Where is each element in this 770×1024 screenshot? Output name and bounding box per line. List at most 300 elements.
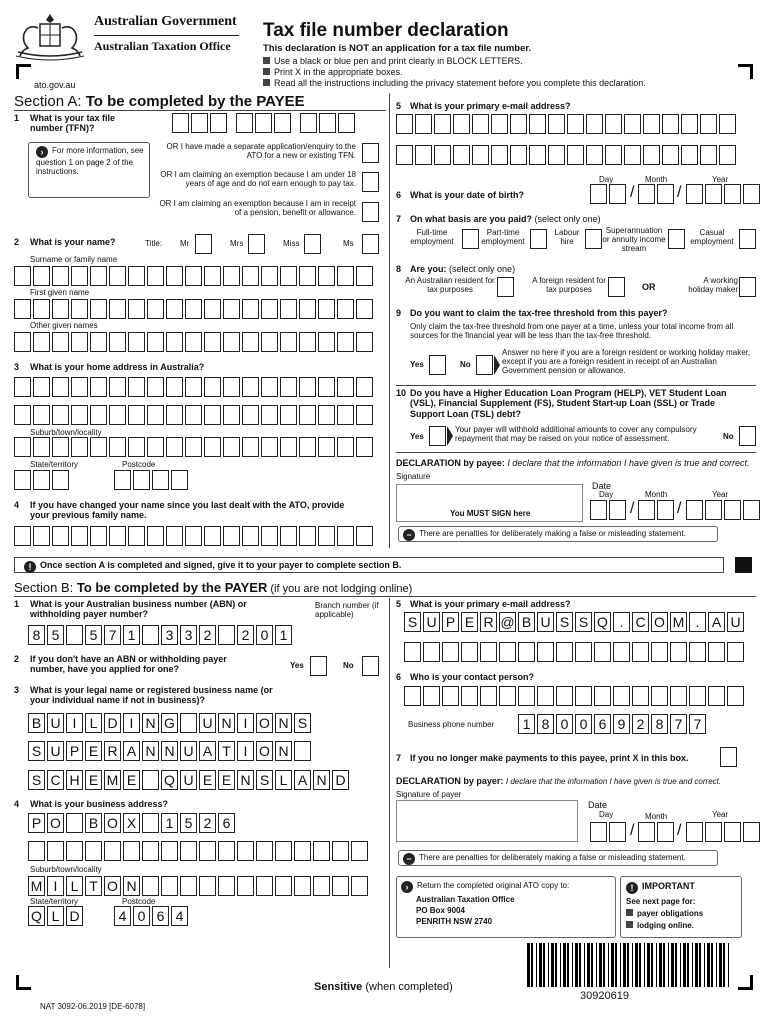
state-boxes[interactable] [14, 470, 71, 490]
char-box[interactable]: 5 [85, 625, 102, 645]
char-box[interactable] [223, 405, 240, 425]
char-box[interactable] [33, 332, 50, 352]
char-box[interactable] [33, 299, 50, 319]
char-box[interactable] [223, 266, 240, 286]
char-box[interactable] [727, 686, 744, 706]
payer-signature-field[interactable] [396, 800, 578, 842]
postcode-boxes[interactable] [114, 470, 190, 490]
char-box[interactable] [638, 500, 655, 520]
char-box[interactable] [275, 876, 292, 896]
char-box[interactable] [171, 470, 188, 490]
char-box[interactable] [152, 470, 169, 490]
char-box[interactable] [662, 145, 679, 165]
or-option-1-box[interactable] [362, 143, 379, 163]
char-box[interactable] [609, 500, 626, 520]
char-box[interactable] [218, 876, 235, 896]
char-box[interactable] [256, 841, 273, 861]
surname-boxes[interactable] [14, 266, 375, 286]
char-box[interactable] [256, 876, 273, 896]
char-box[interactable] [147, 299, 164, 319]
char-box[interactable] [724, 184, 741, 204]
char-box[interactable]: 4 [114, 906, 131, 926]
char-box[interactable]: 6 [218, 813, 235, 833]
char-box[interactable]: O [104, 813, 121, 833]
char-box[interactable] [218, 625, 235, 645]
sig-month-boxes[interactable] [638, 500, 676, 520]
char-box[interactable] [204, 405, 221, 425]
char-box[interactable] [66, 625, 83, 645]
char-box[interactable] [204, 377, 221, 397]
char-box[interactable] [142, 770, 159, 790]
char-box[interactable] [261, 405, 278, 425]
title-mrs-box[interactable] [248, 234, 265, 254]
char-box[interactable] [318, 377, 335, 397]
business-suburb[interactable] [28, 876, 370, 896]
char-box[interactable]: 2 [199, 625, 216, 645]
char-box[interactable] [71, 266, 88, 286]
char-box[interactable]: L [85, 713, 102, 733]
char-box[interactable] [681, 145, 698, 165]
pay-parttime-box[interactable] [530, 229, 547, 249]
char-box[interactable] [461, 642, 478, 662]
title-mr-box[interactable] [195, 234, 212, 254]
char-box[interactable] [33, 437, 50, 457]
char-box[interactable] [242, 437, 259, 457]
char-box[interactable] [294, 841, 311, 861]
char-box[interactable]: E [85, 770, 102, 790]
char-box[interactable] [681, 114, 698, 134]
pay-super-box[interactable] [668, 229, 685, 249]
business-postcode[interactable] [114, 906, 190, 926]
char-box[interactable] [351, 841, 368, 861]
char-box[interactable] [299, 526, 316, 546]
char-box[interactable]: D [104, 713, 121, 733]
other-names-boxes[interactable] [14, 332, 375, 352]
char-box[interactable] [453, 145, 470, 165]
char-box[interactable]: 1 [518, 714, 535, 734]
char-box[interactable]: Q [594, 612, 611, 632]
previous-name-boxes[interactable] [14, 526, 375, 546]
no-longer-paying-box[interactable] [720, 747, 737, 767]
q9-no-box[interactable] [476, 355, 493, 375]
char-box[interactable]: 0 [556, 714, 573, 734]
char-box[interactable] [689, 686, 706, 706]
char-box[interactable] [638, 184, 655, 204]
char-box[interactable] [275, 841, 292, 861]
char-box[interactable]: I [237, 713, 254, 733]
char-box[interactable]: . [689, 612, 706, 632]
business-state[interactable] [28, 906, 85, 926]
char-box[interactable] [442, 686, 459, 706]
char-box[interactable] [609, 184, 626, 204]
char-box[interactable] [743, 500, 760, 520]
business-address-line-1[interactable] [28, 813, 237, 833]
char-box[interactable] [510, 114, 527, 134]
char-box[interactable] [14, 377, 31, 397]
char-box[interactable] [261, 332, 278, 352]
char-box[interactable] [204, 266, 221, 286]
char-box[interactable] [185, 526, 202, 546]
char-box[interactable] [166, 526, 183, 546]
char-box[interactable] [586, 145, 603, 165]
char-box[interactable] [85, 841, 102, 861]
char-box[interactable] [71, 299, 88, 319]
char-box[interactable] [657, 822, 674, 842]
char-box[interactable] [575, 686, 592, 706]
char-box[interactable] [499, 642, 516, 662]
char-box[interactable] [128, 299, 145, 319]
char-box[interactable]: N [275, 741, 292, 761]
payer-year-boxes[interactable] [686, 822, 762, 842]
char-box[interactable]: X [123, 813, 140, 833]
char-box[interactable]: S [575, 612, 592, 632]
char-box[interactable] [180, 876, 197, 896]
char-box[interactable]: D [332, 770, 349, 790]
char-box[interactable]: O [256, 713, 273, 733]
char-box[interactable] [142, 625, 159, 645]
char-box[interactable] [261, 299, 278, 319]
char-box[interactable] [199, 841, 216, 861]
char-box[interactable] [66, 813, 83, 833]
business-name-line-2[interactable] [28, 741, 313, 761]
char-box[interactable] [223, 526, 240, 546]
char-box[interactable] [185, 377, 202, 397]
char-box[interactable] [590, 822, 607, 842]
char-box[interactable]: U [180, 770, 197, 790]
char-box[interactable] [423, 686, 440, 706]
payer-email-line-2[interactable] [404, 642, 746, 662]
payer-day-boxes[interactable] [590, 822, 628, 842]
char-box[interactable]: 7 [104, 625, 121, 645]
char-box[interactable] [670, 642, 687, 662]
q10-yes-box[interactable] [429, 426, 446, 446]
char-box[interactable] [491, 145, 508, 165]
char-box[interactable] [147, 332, 164, 352]
char-box[interactable] [396, 145, 413, 165]
char-box[interactable]: Q [161, 770, 178, 790]
char-box[interactable] [123, 841, 140, 861]
char-box[interactable] [52, 299, 69, 319]
char-box[interactable] [299, 266, 316, 286]
char-box[interactable] [280, 405, 297, 425]
char-box[interactable] [128, 526, 145, 546]
char-box[interactable] [104, 841, 121, 861]
char-box[interactable] [404, 686, 421, 706]
phone-boxes[interactable] [518, 714, 708, 734]
payer-email-line-1[interactable] [404, 612, 746, 632]
char-box[interactable] [294, 876, 311, 896]
char-box[interactable] [166, 377, 183, 397]
char-box[interactable] [237, 876, 254, 896]
char-box[interactable] [643, 114, 660, 134]
char-box[interactable]: 1 [161, 813, 178, 833]
char-box[interactable] [705, 184, 722, 204]
char-box[interactable]: E [461, 612, 478, 632]
char-box[interactable]: P [66, 741, 83, 761]
resident-box[interactable] [497, 277, 514, 297]
char-box[interactable] [518, 686, 535, 706]
char-box[interactable] [280, 332, 297, 352]
q10-no-box[interactable] [739, 426, 756, 446]
char-box[interactable] [708, 686, 725, 706]
char-box[interactable] [109, 405, 126, 425]
char-box[interactable]: A [294, 770, 311, 790]
char-box[interactable] [147, 437, 164, 457]
address-line-2-boxes[interactable] [14, 405, 375, 425]
pay-casual-box[interactable] [739, 229, 756, 249]
char-box[interactable]: A [199, 741, 216, 761]
char-box[interactable]: N [218, 713, 235, 733]
char-box[interactable] [109, 266, 126, 286]
char-box[interactable] [280, 266, 297, 286]
email-line-2-boxes[interactable] [396, 145, 738, 165]
char-box[interactable] [556, 686, 573, 706]
char-box[interactable]: S [404, 612, 421, 632]
char-box[interactable] [318, 332, 335, 352]
char-box[interactable]: 1 [123, 625, 140, 645]
char-box[interactable] [185, 299, 202, 319]
char-box[interactable] [499, 686, 516, 706]
char-box[interactable] [670, 686, 687, 706]
char-box[interactable]: L [47, 906, 64, 926]
char-box[interactable] [643, 145, 660, 165]
char-box[interactable]: 5 [47, 625, 64, 645]
char-box[interactable] [185, 405, 202, 425]
char-box[interactable] [242, 526, 259, 546]
b-q2-yes-box[interactable] [310, 656, 327, 676]
char-box[interactable] [242, 299, 259, 319]
char-box[interactable] [356, 405, 373, 425]
char-box[interactable]: N [161, 741, 178, 761]
char-box[interactable] [727, 642, 744, 662]
char-box[interactable] [52, 377, 69, 397]
char-box[interactable] [28, 841, 45, 861]
suburb-boxes[interactable] [14, 437, 375, 457]
char-box[interactable]: U [537, 612, 554, 632]
char-box[interactable]: P [442, 612, 459, 632]
char-box[interactable]: U [180, 741, 197, 761]
address-line-1-boxes[interactable] [14, 377, 375, 397]
char-box[interactable] [33, 377, 50, 397]
char-box[interactable]: S [256, 770, 273, 790]
char-box[interactable]: U [423, 612, 440, 632]
char-box[interactable] [71, 332, 88, 352]
dob-year-boxes[interactable] [686, 184, 762, 204]
pay-labourhire-box[interactable] [585, 229, 602, 249]
char-box[interactable] [185, 266, 202, 286]
char-box[interactable] [161, 841, 178, 861]
char-box[interactable]: . [613, 612, 630, 632]
char-box[interactable]: S [556, 612, 573, 632]
char-box[interactable] [567, 145, 584, 165]
char-box[interactable] [90, 332, 107, 352]
char-box[interactable] [242, 377, 259, 397]
title-ms-box[interactable] [362, 234, 379, 254]
char-box[interactable] [337, 437, 354, 457]
char-box[interactable]: 6 [152, 906, 169, 926]
char-box[interactable] [180, 841, 197, 861]
char-box[interactable] [632, 642, 649, 662]
char-box[interactable]: U [47, 741, 64, 761]
char-box[interactable] [147, 526, 164, 546]
char-box[interactable] [356, 299, 373, 319]
char-box[interactable] [299, 332, 316, 352]
char-box[interactable] [223, 299, 240, 319]
char-box[interactable] [280, 299, 297, 319]
char-box[interactable]: 0 [575, 714, 592, 734]
char-box[interactable] [90, 299, 107, 319]
char-box[interactable] [537, 686, 554, 706]
char-box[interactable] [261, 377, 278, 397]
char-box[interactable] [128, 332, 145, 352]
char-box[interactable] [204, 526, 221, 546]
char-box[interactable] [218, 841, 235, 861]
char-box[interactable] [686, 184, 703, 204]
business-name-line-1[interactable] [28, 713, 313, 733]
char-box[interactable] [743, 822, 760, 842]
char-box[interactable] [14, 405, 31, 425]
char-box[interactable] [147, 266, 164, 286]
char-box[interactable] [313, 876, 330, 896]
char-box[interactable] [90, 377, 107, 397]
char-box[interactable] [434, 145, 451, 165]
char-box[interactable] [613, 686, 630, 706]
char-box[interactable]: G [161, 713, 178, 733]
char-box[interactable] [605, 145, 622, 165]
char-box[interactable] [52, 437, 69, 457]
char-box[interactable]: @ [499, 612, 516, 632]
char-box[interactable] [52, 266, 69, 286]
char-box[interactable] [567, 114, 584, 134]
char-box[interactable] [204, 437, 221, 457]
business-address-line-2[interactable] [28, 841, 370, 861]
char-box[interactable]: C [632, 612, 649, 632]
char-box[interactable] [396, 114, 413, 134]
char-box[interactable]: O [104, 876, 121, 896]
char-box[interactable] [415, 114, 432, 134]
char-box[interactable]: O [651, 612, 668, 632]
char-box[interactable]: U [727, 612, 744, 632]
abn-boxes[interactable] [28, 625, 294, 645]
char-box[interactable]: N [142, 741, 159, 761]
q9-yes-box[interactable] [429, 355, 446, 375]
char-box[interactable] [180, 713, 197, 733]
char-box[interactable]: N [123, 876, 140, 896]
email-line-1-boxes[interactable] [396, 114, 738, 134]
char-box[interactable] [624, 114, 641, 134]
char-box[interactable] [657, 500, 674, 520]
char-box[interactable] [461, 686, 478, 706]
char-box[interactable]: 3 [161, 625, 178, 645]
char-box[interactable]: 3 [180, 625, 197, 645]
char-box[interactable] [719, 145, 736, 165]
char-box[interactable]: N [142, 713, 159, 733]
char-box[interactable] [14, 470, 31, 490]
char-box[interactable]: 2 [237, 625, 254, 645]
char-box[interactable] [318, 266, 335, 286]
char-box[interactable] [14, 437, 31, 457]
char-box[interactable] [537, 642, 554, 662]
char-box[interactable] [434, 114, 451, 134]
char-box[interactable] [594, 686, 611, 706]
char-box[interactable] [242, 332, 259, 352]
char-box[interactable]: S [28, 770, 45, 790]
char-box[interactable]: U [199, 713, 216, 733]
char-box[interactable] [423, 642, 440, 662]
char-box[interactable] [337, 299, 354, 319]
char-box[interactable] [33, 470, 50, 490]
char-box[interactable] [52, 470, 69, 490]
or-option-3-box[interactable] [362, 202, 379, 222]
char-box[interactable]: S [28, 741, 45, 761]
char-box[interactable] [294, 741, 311, 761]
char-box[interactable] [299, 437, 316, 457]
char-box[interactable]: H [66, 770, 83, 790]
char-box[interactable] [453, 114, 470, 134]
working-holiday-box[interactable] [739, 277, 756, 297]
char-box[interactable] [624, 145, 641, 165]
char-box[interactable] [518, 642, 535, 662]
char-box[interactable]: 9 [613, 714, 630, 734]
char-box[interactable] [705, 500, 722, 520]
char-box[interactable] [332, 841, 349, 861]
char-box[interactable] [609, 822, 626, 842]
char-box[interactable]: N [275, 713, 292, 733]
char-box[interactable] [356, 266, 373, 286]
char-box[interactable] [743, 184, 760, 204]
char-box[interactable] [651, 686, 668, 706]
char-box[interactable] [52, 332, 69, 352]
char-box[interactable]: 8 [28, 625, 45, 645]
char-box[interactable]: 7 [689, 714, 706, 734]
char-box[interactable] [529, 114, 546, 134]
char-box[interactable] [356, 437, 373, 457]
char-box[interactable]: A [123, 741, 140, 761]
char-box[interactable]: M [28, 876, 45, 896]
char-box[interactable] [337, 405, 354, 425]
char-box[interactable] [114, 470, 131, 490]
char-box[interactable] [332, 876, 349, 896]
char-box[interactable] [109, 299, 126, 319]
char-box[interactable] [590, 184, 607, 204]
char-box[interactable] [299, 405, 316, 425]
contact-person-boxes[interactable] [404, 686, 746, 706]
char-box[interactable]: 2 [199, 813, 216, 833]
sig-year-boxes[interactable] [686, 500, 762, 520]
char-box[interactable] [242, 405, 259, 425]
char-box[interactable]: A [708, 612, 725, 632]
char-box[interactable]: I [237, 741, 254, 761]
char-box[interactable]: S [294, 713, 311, 733]
char-box[interactable] [185, 332, 202, 352]
char-box[interactable] [705, 822, 722, 842]
char-box[interactable] [472, 145, 489, 165]
char-box[interactable]: M [104, 770, 121, 790]
char-box[interactable] [529, 145, 546, 165]
char-box[interactable] [404, 642, 421, 662]
char-box[interactable] [185, 437, 202, 457]
sig-day-boxes[interactable] [590, 500, 628, 520]
char-box[interactable] [14, 526, 31, 546]
char-box[interactable]: N [313, 770, 330, 790]
char-box[interactable]: M [670, 612, 687, 632]
or-option-2-box[interactable] [362, 172, 379, 192]
char-box[interactable] [480, 686, 497, 706]
char-box[interactable] [90, 437, 107, 457]
char-box[interactable]: 0 [133, 906, 150, 926]
pay-fulltime-box[interactable] [462, 229, 479, 249]
char-box[interactable] [237, 841, 254, 861]
